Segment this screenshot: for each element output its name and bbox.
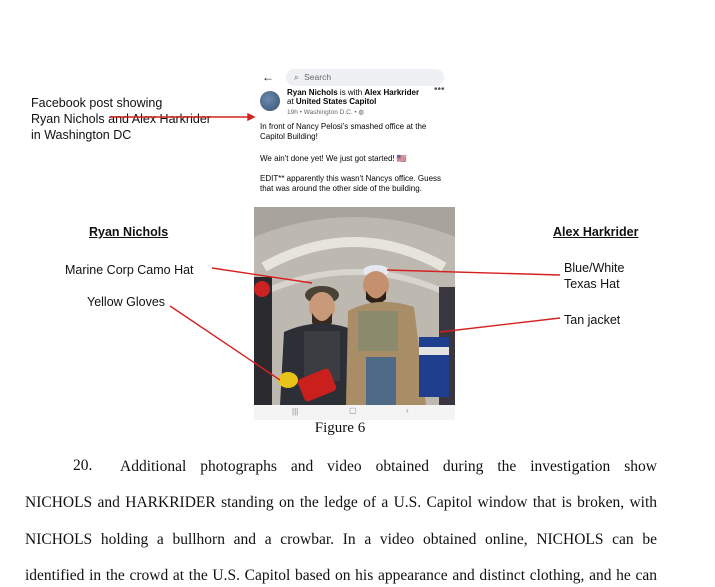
paragraph-number: 20. (73, 457, 93, 474)
jacket-pointer-line (440, 318, 560, 332)
at-text: at (287, 97, 296, 106)
paragraph-line-3: NICHOLS holding a bullhorn and a crowbar. In a video obtained online, NICHOLS can be (25, 531, 657, 548)
author-name[interactable]: Ryan Nichols (287, 88, 338, 97)
post-header (287, 88, 427, 106)
paragraph-line-2: NICHOLS and HARKRIDER standing on the ledge of a U.S. Capitol window that is broken, with (25, 494, 657, 511)
post-annotation-line-2: Ryan Nichols and Alex Harkrider (31, 112, 211, 126)
post-photo[interactable] (254, 207, 455, 405)
texas-hat-label (564, 260, 624, 292)
post-annotation-line-3: in Washington DC (31, 128, 132, 142)
post-text-3: EDIT** apparently this wasn't Nancys office. Guess that was around the other side of the building. (260, 174, 442, 193)
search-icon: ⌕ (294, 72, 299, 82)
yellow-gloves-label: Yellow Gloves (87, 295, 166, 309)
paragraph-line-4: identified in the crowd at the U.S. Capitol based on his appearance and distinct clothing, and he can (25, 567, 657, 584)
post-meta (287, 108, 364, 116)
back-nav-icon[interactable]: ‹ (406, 406, 409, 415)
more-options-icon[interactable]: ••• (434, 84, 445, 95)
paragraph-line-1: Additional photographs and video obtained during the investigation show (120, 458, 657, 475)
ryan-nichols-heading: Ryan Nichols (89, 225, 169, 239)
with-text: is with (337, 88, 365, 97)
arrow-left-icon[interactable]: ← (262, 70, 274, 84)
tan-jacket-label: Tan jacket (564, 313, 621, 327)
facebook-post-screenshot (254, 64, 455, 420)
post-text-1: In front of Nancy Pelosi's smashed office at the Capitol Building! (260, 122, 427, 141)
texas-hat-line-2: Texas Hat (564, 277, 620, 291)
texas-hat-line-1: Blue/White (564, 261, 625, 275)
location-name[interactable]: United States Capitol (295, 97, 377, 106)
post-annotation (31, 95, 211, 143)
tagged-name[interactable]: Alex Harkrider (364, 88, 420, 97)
android-nav-bar (254, 405, 455, 420)
alex-harkrider-heading: Alex Harkrider (553, 225, 639, 239)
figure-caption: Figure 6 (314, 420, 366, 436)
marine-hat-label: Marine Corp Camo Hat (65, 263, 194, 277)
recent-apps-icon[interactable]: ||| (292, 407, 299, 416)
post-meta-text: 19h • Washington D.C. • (287, 109, 359, 116)
globe-icon: ◍ (358, 109, 365, 116)
home-icon[interactable]: ▢ (349, 406, 357, 415)
avatar[interactable] (260, 91, 280, 111)
capitol-photo (254, 207, 455, 405)
post-text-2: We ain't done yet! We just got started! 🇺🇸 (260, 154, 407, 163)
search-placeholder: Search (304, 72, 332, 82)
search-bar[interactable] (286, 69, 444, 86)
post-annotation-line-1: Facebook post showing (31, 96, 163, 110)
